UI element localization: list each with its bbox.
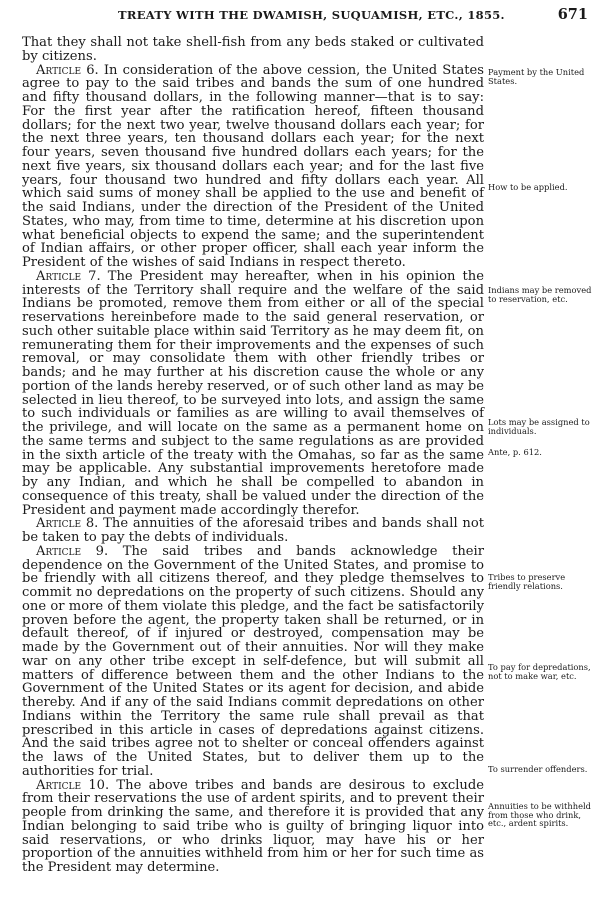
article-label: Article 8. [36,516,99,532]
paragraph-text: The above tribes and bands are desirous to exclude from their reservations the use of ardent spirits, and to prevent their people from drinking the same, and therefore it is provided that any Indian belonging to said tribe who is guilty of bringing liquor into said reservations, or who drinks liquor, may have his or her proportion of the annuities withheld from him or her for such time as the President may determine. [22,777,484,875]
margin-note-depredations: To pay for depredations, not to make war, etc. [488,662,591,681]
paragraph-article-6 [22,64,484,270]
margin-note-ante: Ante, p. 612. [488,447,542,457]
paragraph-text: That they shall not take shell-fish from any beds staked or cultivated by citizens. [22,35,484,64]
paragraph-article-8 [22,517,484,545]
paragraph-text: The said tribes and bands acknowledge their dependence on the Government of the United States, and promise to be friendly with all citizens thereof, and they pledge themselves to commit no depredations on the property of such citizens. Should any one or more of them violate this pledge, and the fact be satisfactorily proven before the agent, the property taken shall be returned, or in default thereof, of if injured or destroyed, compensation may be made by the Government out of their annuities. Nor will they make war on any other tribe except in self-defence, but will submit all matters of difference between them and the other Indians to the Government of the United States or its agent for decision, and abide thereby. And if any of the said Indians commit depredations on other Indians within the Territory the same rule shall prevail as that prescribed in this article in cases of depredations against citizens. And the said tribes agree not to shelter or conceal offenders against the laws of the United States, but to deliver them up to the authorities for trial. [22,543,484,779]
margin-note-payment: Payment by the United States. [488,67,585,86]
margin-note-ardent-spirits: Annuities to be withheld from those who drink, etc., ardent spirits. [488,801,591,829]
article-label: Article 7. [36,268,101,284]
paragraph-text: The annuities of the aforesaid tribes and bands shall not be taken to pay the debts of individuals. [22,516,484,545]
margin-note-removal: Indians may be removed to reservation, etc. [488,285,592,304]
paragraph-shellfish [22,36,484,64]
running-title: TREATY WITH THE DWAMISH, SUQUAMISH, ETC., 1855. [118,8,505,22]
paragraph-article-10 [22,779,484,875]
page-header [22,6,594,26]
treaty-text [22,36,484,875]
paragraph-article-9 [22,545,484,779]
margin-note-application: How to be applied. [488,182,568,192]
margin-note-lots: Lots may be assigned to individuals. [488,417,590,436]
page-number: 671 [557,6,588,23]
article-label: Article 6. [36,62,99,78]
paragraph-text: In consideration of the above cession, the United States agree to pay to the said tribes and bands the sum of one hundred and fifty thousand dollars, in the following manner—that is to say: For the first year after the ratification hereof, fifteen thousand dollars; for the next two year, twelve thousand dollars each year; for the next three years, ten thousand dollars each year; for the next four years, seven thousand five hundred dollars each years; for the next five years, six thousand dollars each year; and for the last five years, four thousand two hundred and fifty dollars each year. All which said sums of money shall be applied to the use and benefit of the said Indians, under the direction of the President of the United States, who may, from time to time, determine at his discretion upon what beneficial objects to expend the same; and the superintendent of Indian affairs, or other proper officer, shall each year inform the President of the wishes of said Indians in respect thereto. [22,62,484,270]
article-label: Article 10. [36,777,110,793]
margin-note-friendly-relations: Tribes to preserve friendly relations. [488,572,566,591]
margin-note-surrender: To surrender offenders. [488,764,588,774]
article-label: Article 9. [36,543,109,559]
paragraph-text: The President may hereafter, when in his opinion the interests of the Territory shall require and the welfare of the said Indians be promoted, remove them from either or all of the special reservations hereinbefore made to the said general reservation, or such other suitable place within said Territory as he may deem fit, on remunerating them for their improvements and the expenses of such removal, or may consolidate them with other friendly tribes or bands; and he may further at his discretion cause the whole or any portion of the lands hereby reserved, or of such other land as may be selected in lieu thereof, to be surveyed into lots, and assign the same to such individuals or families as are willing to avail themselves of the privilege, and will locate on the same as a permanent home on the same terms and subject to the same regulations as are provided in the sixth article of the treaty with the Omahas, so far as the same may be applicable. Any substantial improvements heretofore made by any Indian, and which he shall be compelled to abandon in consequence of this treaty, shall be valued under the direction of the President and payment made accordingly therefor. [22,268,484,518]
paragraph-article-7 [22,270,484,518]
